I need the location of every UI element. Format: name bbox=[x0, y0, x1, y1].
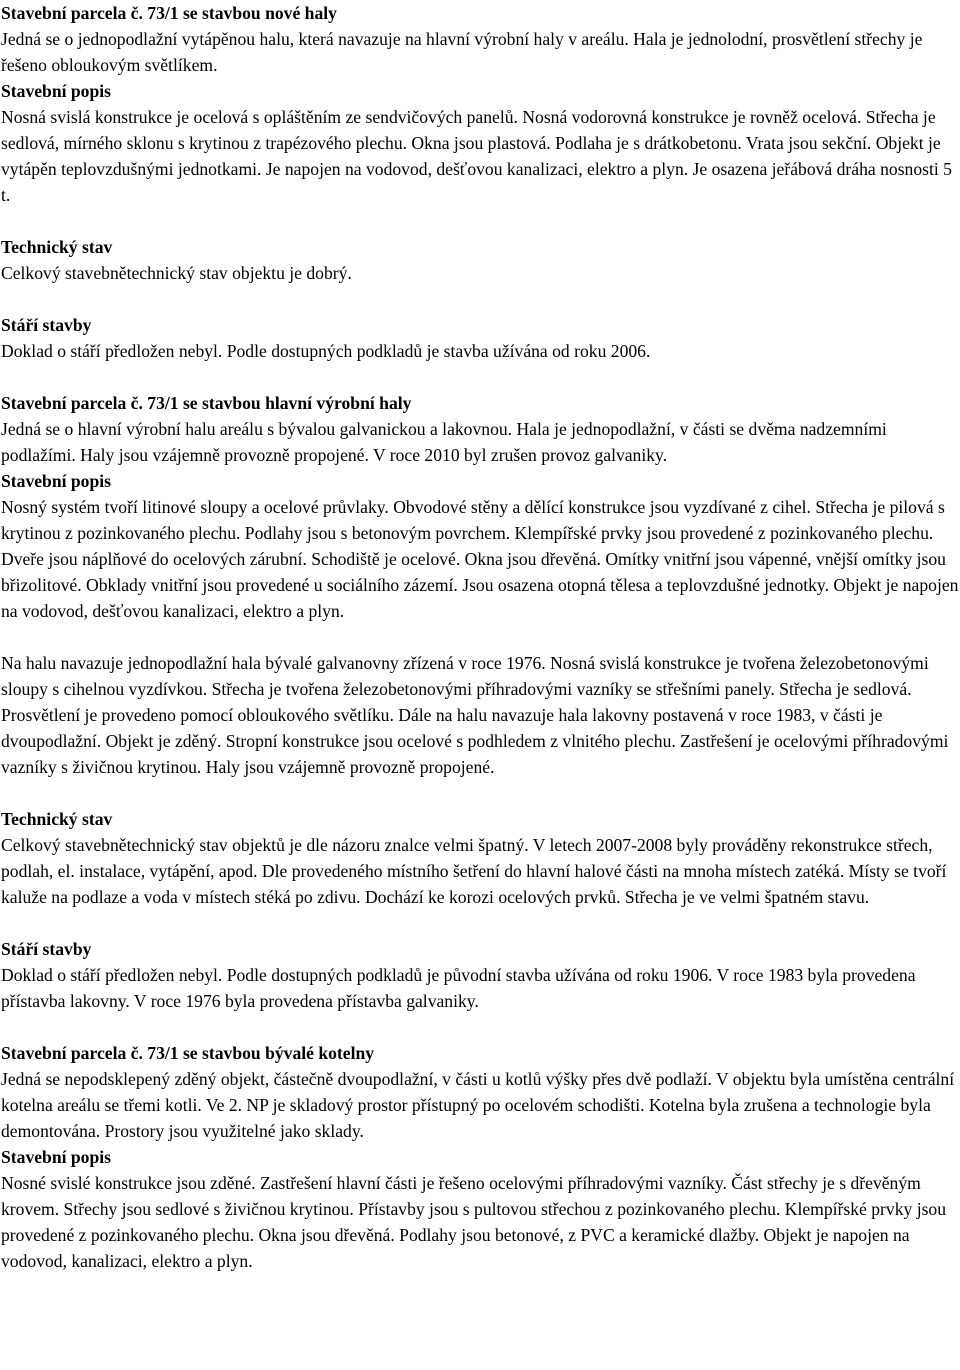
block-technical-state bbox=[1, 234, 960, 286]
block-text: Nosná svislá konstrukce je ocelová s opláštěním ze sendvičových panelů. Nosná vodorovná konstrukce je rovněž ocelová. Střecha je sedlová, mírného sklonu s krytinou z trapézového plechu. Okna jsou plastová. Podlaha je s drátkobetonu. Vrata jsou sekční. Objekt je vytápěn teplovzdušnými jednotkami. Je napojen na vodovod, dešťovou kanalizaci, elektro a plyn. Je osazena jeřábová dráha nosnosti 5 t. bbox=[1, 107, 952, 205]
block-heading: Stavební popis bbox=[1, 81, 112, 101]
block-technical-state bbox=[1, 806, 960, 910]
block-heading: Technický stav bbox=[1, 237, 113, 257]
section-main-production-hall bbox=[1, 390, 960, 1014]
block-building-age bbox=[1, 936, 960, 1014]
block-heading: Stavební popis bbox=[1, 1147, 112, 1167]
block-building-description bbox=[1, 468, 960, 624]
section-former-boiler-house bbox=[1, 1040, 960, 1274]
section-intro: Jedná se o jednopodlažní vytápěnou halu, která navazuje na hlavní výrobní haly v areálu. Hala je jednolodní, prosvětlení střechy je řešeno obloukovým světlíkem. bbox=[1, 29, 923, 75]
block-text: Celkový stavebnětechnický stav objektu je dobrý. bbox=[1, 263, 352, 283]
block-text: Nosné svislé konstrukce jsou zděné. Zastřešení hlavní části je řešeno ocelovými příhradovými vazníky. Část střechy je s dřevěným krovem. Střechy jsou sedlové s živičnou krytinou. Přístavby jsou s pultovou střechou z pozinkovaného plechu. Klempířské prvky jsou provedené z pozinkovaného plechu. Okna jsou dřevěná. Podlahy jsou betonové, z PVC a keramické dlažby. Objekt je napojen na vodovod, kanalizaci, elektro a plyn. bbox=[1, 1173, 947, 1271]
section-intro: Jedná se o hlavní výrobní halu areálu s bývalou galvanickou a lakovnou. Hala je jednopodlažní, v části se dvěma nadzemními podlažími. Haly jsou vzájemně provozně propojené. V roce 2010 byl zrušen provoz galvaniky. bbox=[1, 419, 887, 465]
block-building-description bbox=[1, 1144, 960, 1274]
block-text: Na halu navazuje jednopodlažní hala bývalé galvanovny zřízená v roce 1976. Nosná svislá konstrukce je tvořena železobetonovými sloupy s cihelnou vyzdívkou. Střecha je tvořena železobetonovými příhradovými vazníky se střešními panely. Střecha je sedlová. Prosvětlení je provedeno pomocí obloukového světlíku. Dále na halu navazuje hala lakovny postavená v roce 1983, v části je dvoupodlažní. Objekt je zděný. Stropní konstrukce jsou ocelové s podhledem z vlnitého plechu. Zastřešení je ocelovými příhradovými vazníky s živičnou krytinou. Haly jsou vzájemně provozně propojené. bbox=[1, 653, 949, 777]
block-heading: Stáří stavby bbox=[1, 315, 92, 335]
block-heading: Stavební popis bbox=[1, 471, 112, 491]
section-title: Stavební parcela č. 73/1 se stavbou bývalé kotelny bbox=[1, 1043, 375, 1063]
block-text: Nosný systém tvoří litinové sloupy a ocelové průvlaky. Obvodové stěny a dělící konstrukce jsou vyzdívané z cihel. Střecha je pilová s krytinou z pozinkovaného plechu. Podlahy jsou s betonovým povrchem. Klempířské prvky jsou provedené z pozinkovaného plechu. Dveře jsou náplňové do ocelových zárubní. Schodiště je ocelové. Okna jsou dřevěná. Omítky vnitřní jsou vápenné, vnější omítky jsou břizolitové. Obklady vnitřní jsou provedené u sociálního zázemí. Jsou osazena otopná tělesa a teplovzdušné jednotky. Objekt je napojen na vodovod, dešťovou kanalizaci, elektro a plyn. bbox=[1, 497, 959, 621]
block-building-age bbox=[1, 312, 960, 364]
section-title: Stavební parcela č. 73/1 se stavbou nové haly bbox=[1, 3, 337, 23]
block-text: Doklad o stáří předložen nebyl. Podle dostupných podkladů je stavba užívána od roku 2006. bbox=[1, 341, 651, 361]
block-building-description bbox=[1, 78, 960, 208]
section-intro: Jedná se nepodsklepený zděný objekt, částečně dvoupodlažní, v části u kotlů výšky přes dvě podlaží. V objektu byla umístěna centrální kotelna areálu se třemi kotli. Ve 2. NP je skladový prostor přístupný po ocelovém schodišti. Kotelna byla zrušena a technologie byla demontována. Prostory jsou využitelné jako sklady. bbox=[1, 1069, 955, 1141]
block-text: Celkový stavebnětechnický stav objektů je dle názoru znalce velmi špatný. V letech 2007-2008 byly prováděny rekonstrukce střech, podlah, el. instalace, vytápění, apod. Dle provedeného místního šetření do hlavní halové části na mnoha místech zatéká. Místy se tvoří kaluže na podlaze a voda v místech stéká po zdivu. Dochází ke korozi ocelových prvků. Střecha je ve velmi špatném stavu. bbox=[1, 835, 947, 907]
block-heading: Stáří stavby bbox=[1, 939, 92, 959]
block-heading: Technický stav bbox=[1, 809, 113, 829]
block-text: Doklad o stáří předložen nebyl. Podle dostupných podkladů je původní stavba užívána od roku 1906. V roce 1983 byla provedena přístavba lakovny. V roce 1976 byla provedena přístavba galvaniky. bbox=[1, 965, 916, 1011]
block-adjacent-halls bbox=[1, 650, 960, 780]
section-new-hall bbox=[1, 0, 960, 364]
section-title: Stavební parcela č. 73/1 se stavbou hlavní výrobní haly bbox=[1, 393, 412, 413]
